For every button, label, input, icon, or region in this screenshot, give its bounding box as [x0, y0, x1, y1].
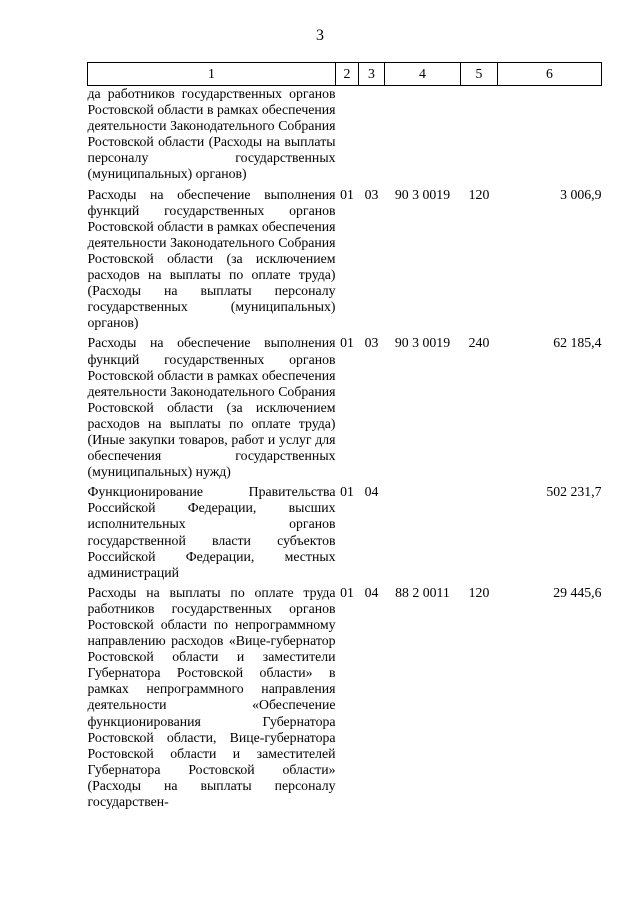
row-expense-type: 120 [468, 584, 490, 600]
row-amount: 29 445,6 [553, 584, 602, 600]
row-description: Расходы на выплаты по оплате труда работников государственных органов Ростовской области по непрограммному направлению расходов «Вице-губернатор Ростовской области и заместители Губернатора Ростовской области» в рамках непрограммного направления деятельности «Обеспечение функционирования Губернатора Ростовской области, Вице-губернатора Ростовской области и заместителей Губернатора Ростовской области» (Расходы на выплаты персоналу государствен- [87, 584, 336, 810]
column-header-amount: 6 [498, 63, 602, 86]
column-header-name: 1 [88, 63, 336, 86]
column-header-expense-type: 5 [461, 63, 498, 86]
row-target-article: 88 2 0011 [395, 584, 450, 600]
row-expense-type: 240 [468, 335, 490, 351]
row-subsection: 04 [364, 484, 379, 500]
column-header-section: 2 [336, 63, 359, 86]
table-row [88, 86, 602, 187]
row-description: да работников государственных органов Ростовской области в рамках обеспечения деятельности Законодательного Собрания Ростовской области (Расходы на выплаты персоналу государственных (муниципальных) органов) [87, 86, 336, 182]
row-subsection: 04 [364, 584, 379, 600]
row-section: 01 [340, 335, 354, 351]
row-amount: 62 185,4 [553, 335, 602, 351]
row-expense-type [461, 86, 498, 187]
row-amount [498, 86, 602, 187]
page-number: 3 [316, 27, 324, 44]
row-section [336, 86, 359, 187]
table-row [88, 335, 602, 484]
table-row [88, 484, 602, 585]
row-expense-type [461, 484, 498, 585]
row-subsection: 03 [364, 335, 379, 351]
table-row [88, 585, 602, 814]
row-description: Расходы на обеспечение выполнения функций государственных органов Ростовской области в рамках обеспечения деятельности Законодательного Собрания Ростовской области (за исключением расходов на выплаты по оплате труда) (Расходы на выплаты персоналу государственных (муниципальных) органов) [87, 186, 336, 331]
row-amount: 3 006,9 [560, 186, 602, 202]
row-target-article: 90 3 0019 [394, 186, 451, 202]
row-description: Расходы на обеспечение выполнения функций государственных органов Ростовской области в рамках обеспечения деятельности Законодательного Собрания Ростовской области (за исключением расходов на выплаты по оплате труда) (Иные закупки товаров, работ и услуг для обеспечения государственных (муниципальных) нужд) [87, 335, 336, 480]
row-section: 01 [340, 584, 354, 600]
row-target-article [385, 86, 461, 187]
row-description: Функционирование Правительства Российской Федерации, высших исполнительных органов государственной власти субъектов Российской Федерации, местных администраций [87, 484, 336, 580]
row-target-article [385, 484, 461, 585]
column-header-subsection: 3 [359, 63, 385, 86]
table-row [88, 187, 602, 336]
row-expense-type: 120 [468, 186, 490, 202]
table-header-row [88, 63, 602, 86]
budget-table [87, 62, 602, 814]
row-target-article: 90 3 0019 [394, 335, 451, 351]
row-amount: 502 231,7 [546, 484, 602, 500]
row-section: 01 [340, 484, 354, 500]
row-section: 01 [340, 186, 354, 202]
row-subsection [359, 86, 385, 187]
column-header-target-article: 4 [385, 63, 461, 86]
row-subsection: 03 [364, 186, 379, 202]
